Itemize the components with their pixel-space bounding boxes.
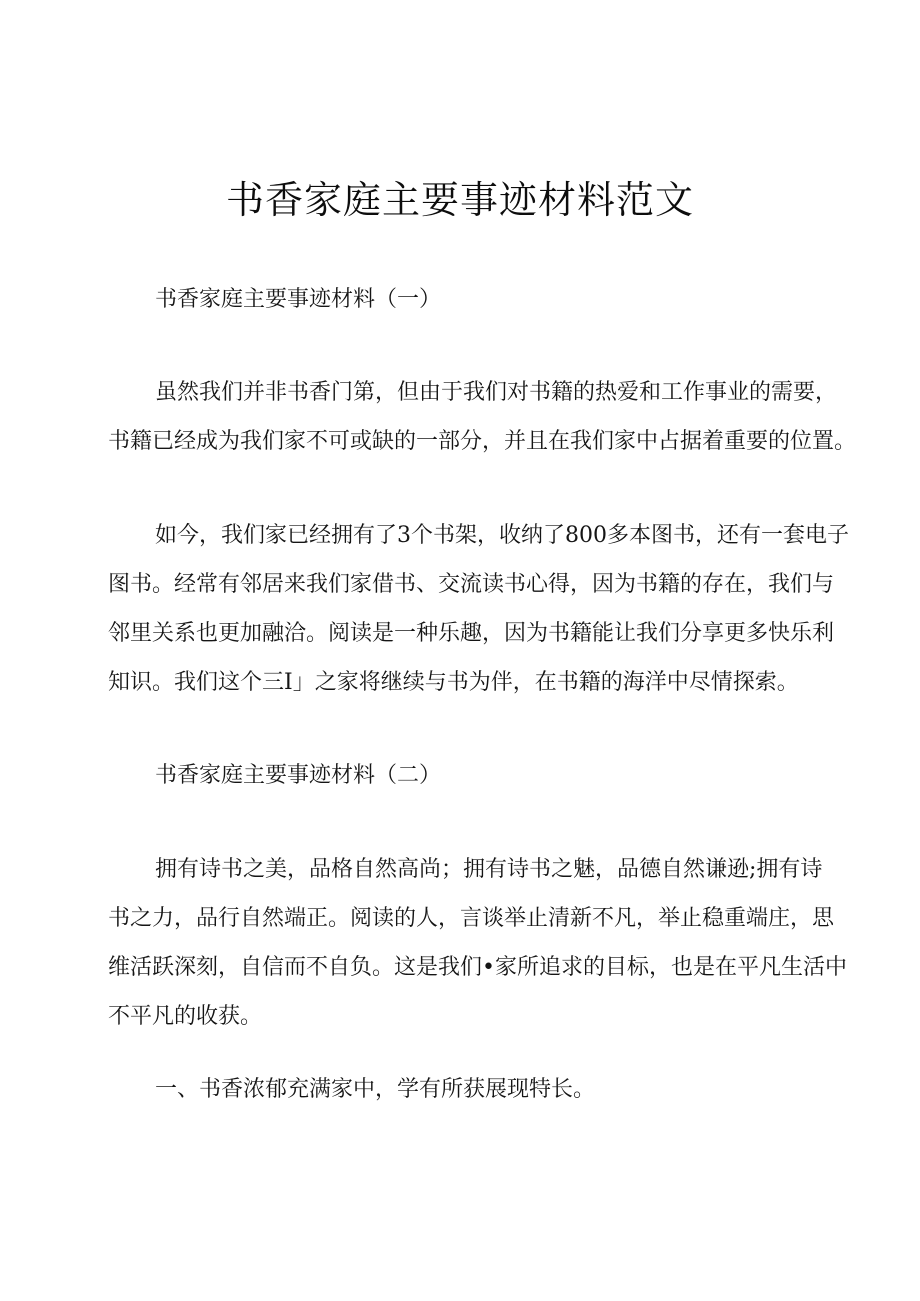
paragraph-line: 维活跃深刻，自信而不自负。这是我们•家所追求的目标，也是在平凡生活中 [108, 955, 847, 980]
paragraph-line: 不平凡的收获。 [108, 1004, 263, 1029]
section-heading-1: 书香家庭主要事迹材料（一） [155, 287, 442, 312]
paragraph-line: 邻里关系也更加融洽。阅读是一种乐趣，因为书籍能让我们分享更多快乐利 [108, 621, 835, 646]
paragraph-line: 书之力，品行自然端正。阅读的人，言谈举止清新不凡，举止稳重端庄，思 [108, 906, 835, 931]
subheading: 一、书香浓郁充满家中，学有所获展现特长。 [155, 1077, 596, 1102]
paragraph-line: 书籍已经成为我们家不可或缺的一部分，并且在我们家中占据着重要的位置。 [108, 429, 857, 454]
paragraph-line: 知识。我们这个三I」之家将继续与书为伴，在书籍的海洋中尽情探索。 [108, 670, 799, 695]
paragraph-line: 图书。经常有邻居来我们家借书、交流读书心得，因为书籍的存在，我们与 [108, 572, 835, 597]
paragraph-line: 虽然我们并非书香门第，但由于我们对书籍的热爱和工作事业的需要， [155, 380, 838, 405]
paragraph-line: 如今，我们家已经拥有了3个书架，收纳了800多本图书，还有一套电子 [155, 523, 849, 548]
section-heading-2: 书香家庭主要事迹材料（二） [155, 763, 442, 788]
paragraph-line: 拥有诗书之美，品格自然高尚；拥有诗书之魅，品德自然谦逊;拥有诗 [155, 857, 823, 882]
document-title: 书香家庭主要事迹材料范文 [225, 178, 694, 222]
